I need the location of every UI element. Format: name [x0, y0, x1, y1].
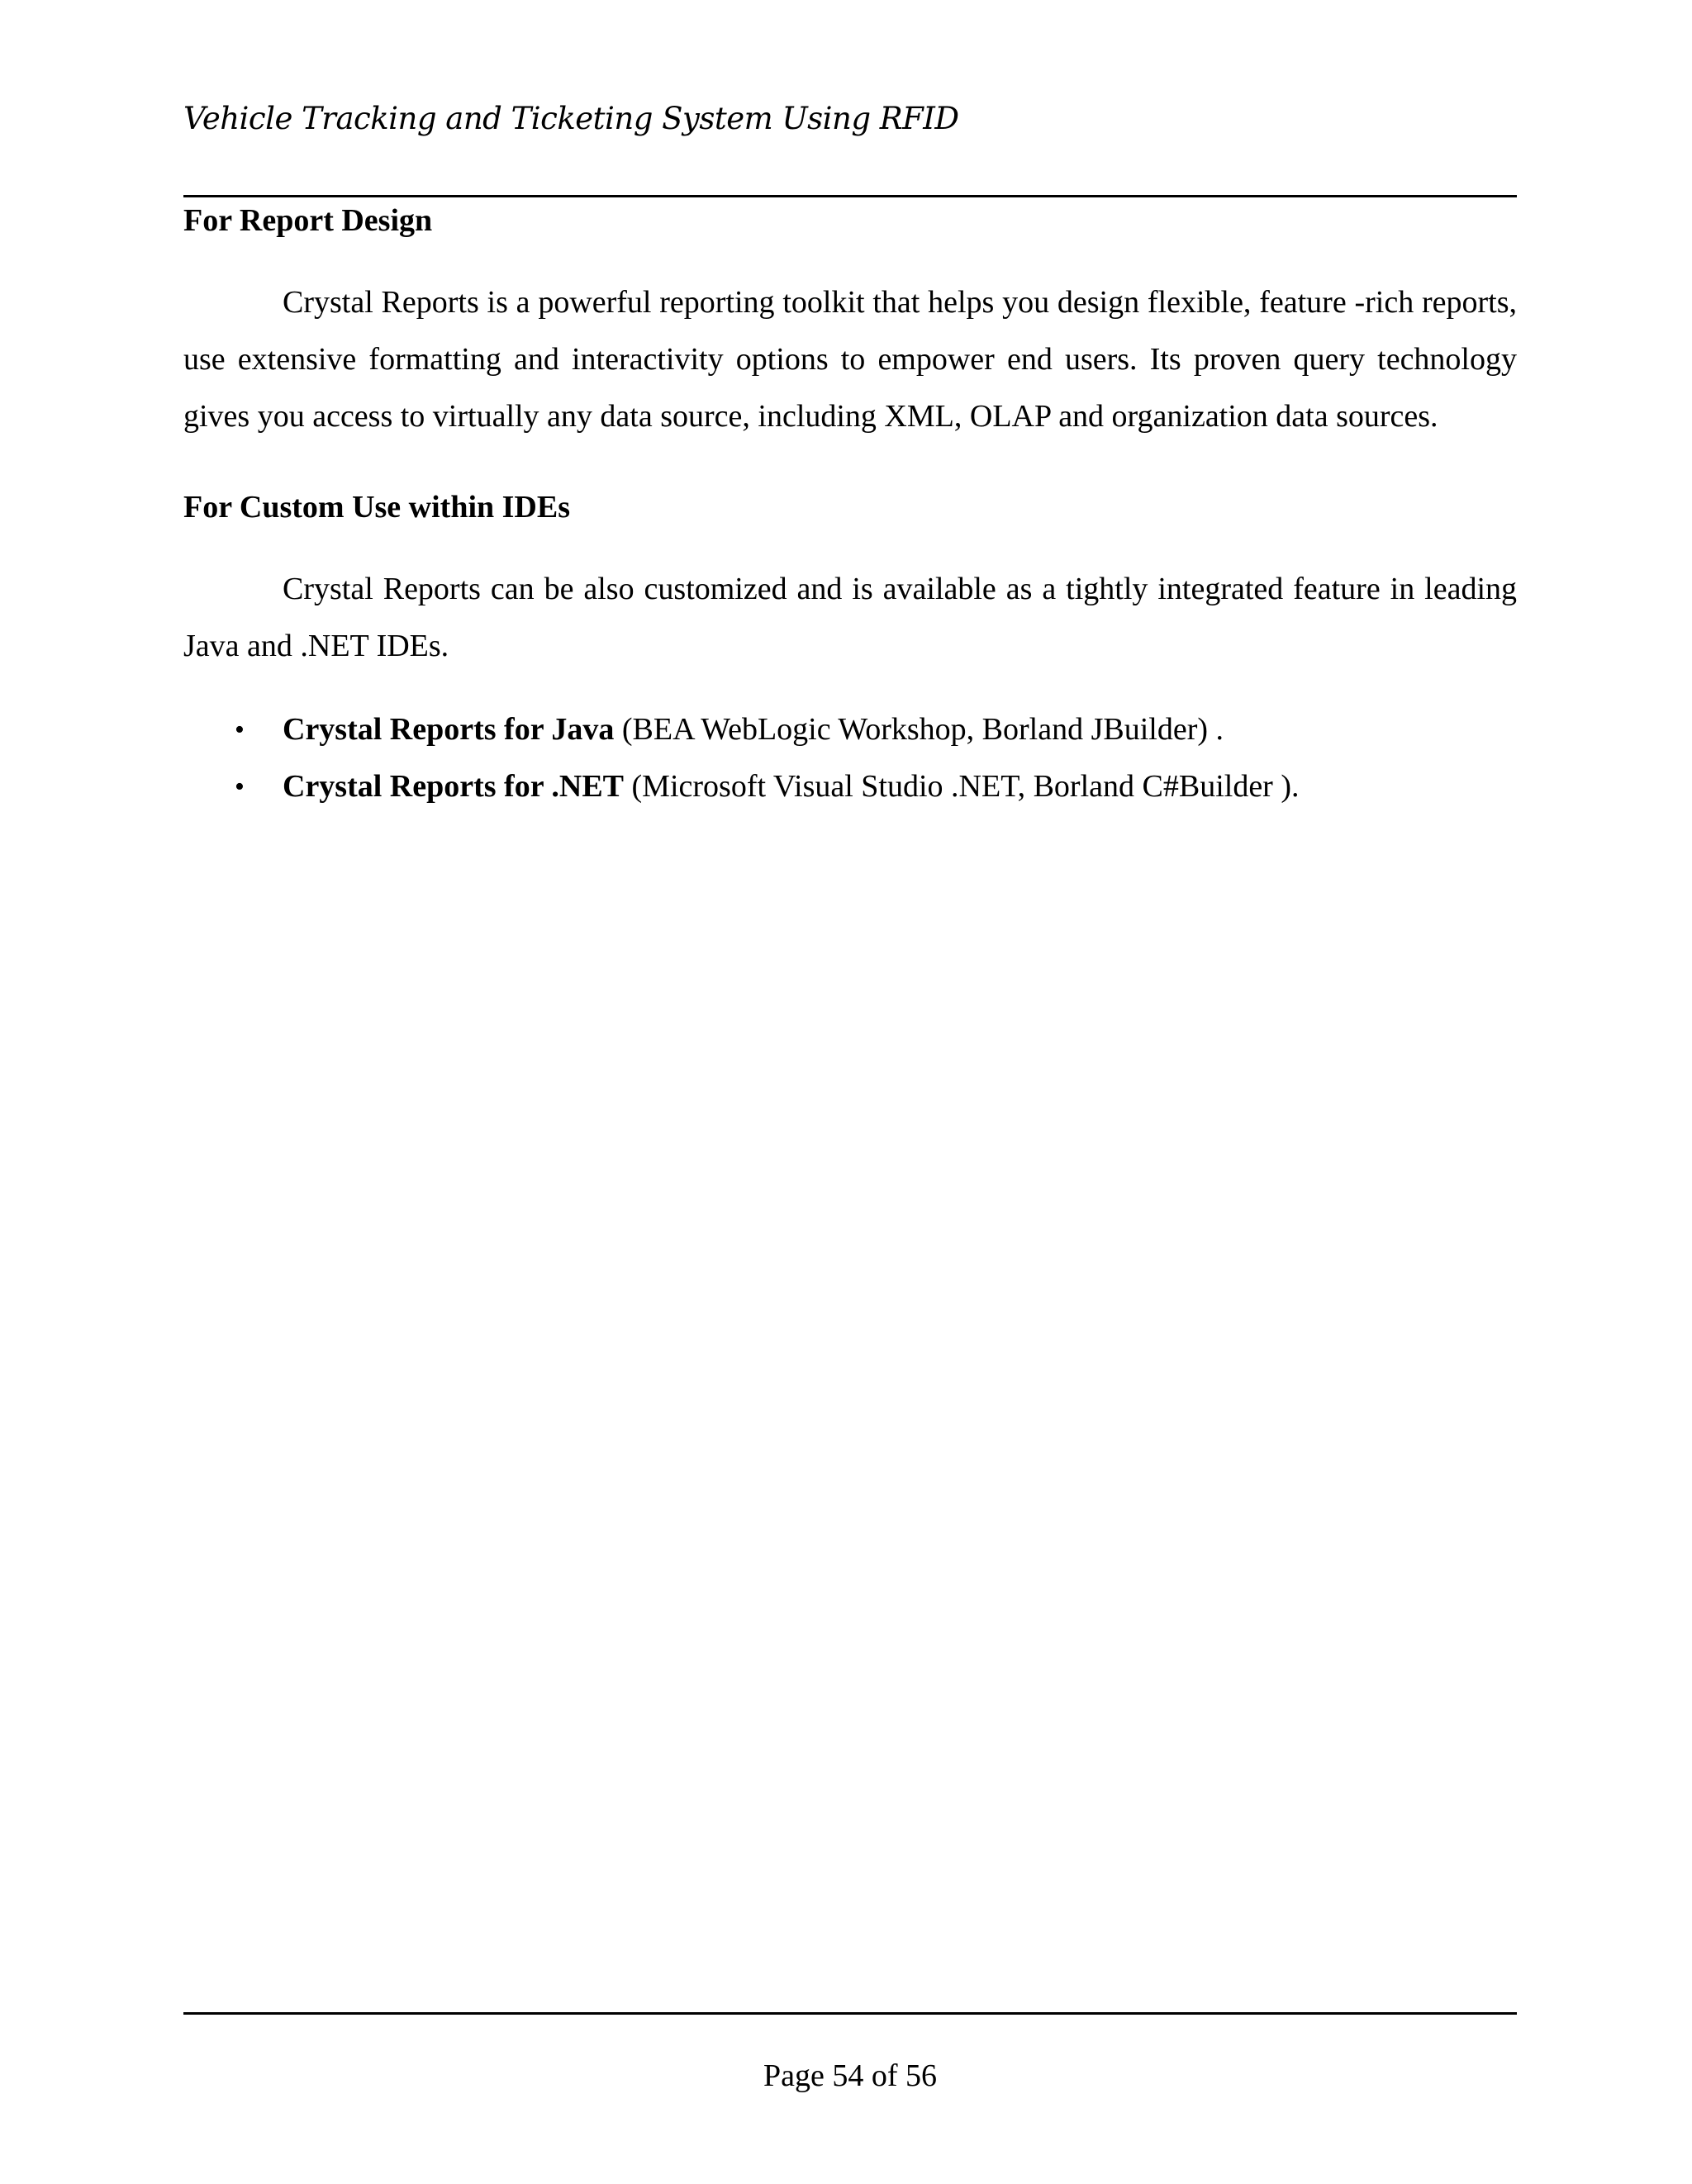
- page-body: [183, 198, 1517, 815]
- page-number: Page 54 of 56: [763, 2058, 938, 2093]
- paragraph-custom-use: Crystal Reports can be also customized and is available as a tightly integrated feature in leading Java and .NET IDEs.: [183, 572, 1517, 663]
- bullet-java-detail: (BEA WebLogic Workshop, Borland JBuilder) .: [614, 712, 1224, 747]
- footer-divider: [183, 2012, 1517, 2015]
- bullet-icon: •: [235, 715, 245, 745]
- section-heading-report-design: For Report Design: [183, 203, 433, 238]
- running-header-title: Vehicle Tracking and Ticketing System Using RFID: [183, 101, 959, 136]
- paragraph-report-design: Crystal Reports is a powerful reporting toolkit that helps you design flexible, feature -rich reports, use extensive formatting and interactivity options to empower end users. Its proven query technology gives you access to virtually any data source, including XML, OLAP and organization data sources.: [183, 285, 1517, 434]
- bullet-dotnet-title: Crystal Reports for .NET: [283, 769, 625, 804]
- ide-bullet-list: [183, 701, 1517, 815]
- header-divider: [183, 195, 1517, 197]
- section-heading-custom-use: For Custom Use within IDEs: [183, 490, 571, 525]
- bullet-dotnet-detail: (Microsoft Visual Studio .NET, Borland C#Builder ).: [624, 769, 1300, 804]
- bullet-java-title: Crystal Reports for Java: [283, 712, 615, 747]
- bullet-item-java: [183, 701, 1517, 758]
- bullet-item-dotnet: [183, 758, 1517, 815]
- bullet-icon: •: [235, 772, 245, 802]
